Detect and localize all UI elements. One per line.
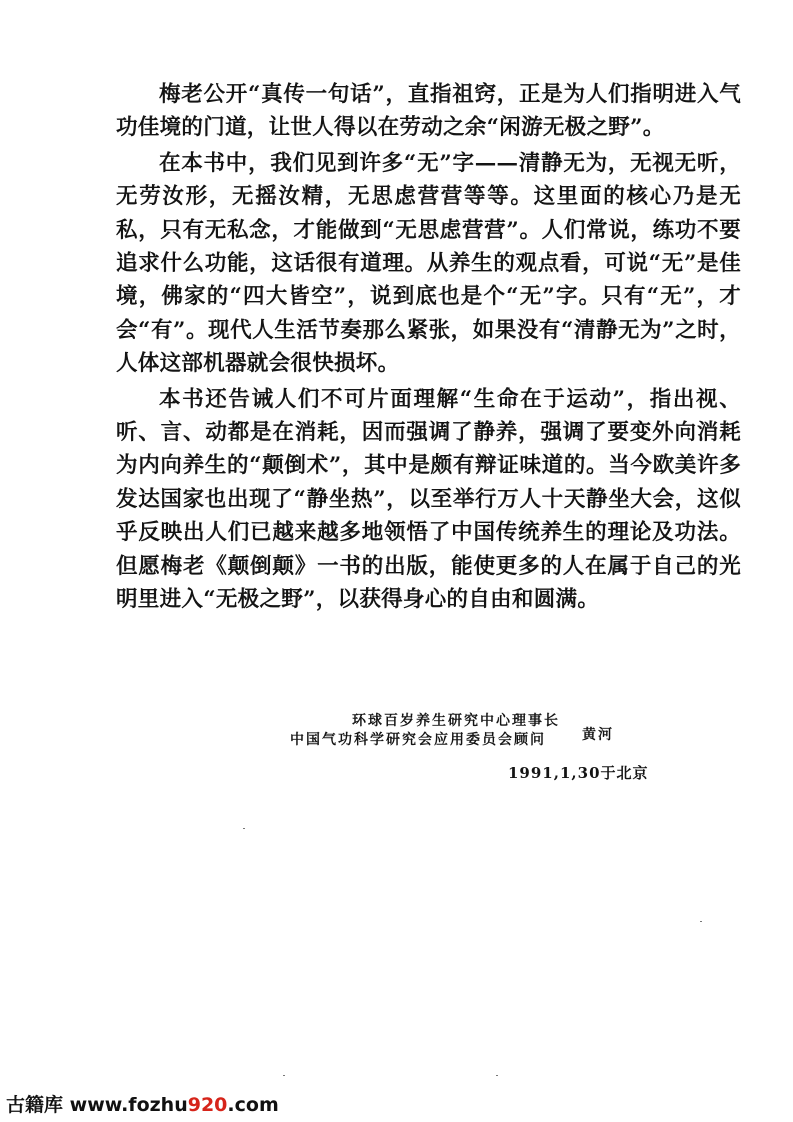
footer-url-prefix: www.fozhu bbox=[69, 1094, 188, 1116]
scan-speck bbox=[243, 828, 245, 829]
scan-speck bbox=[496, 1075, 498, 1076]
paragraph-3: 本书还告诫人们不可片面理解“生命在于运动”，指出视、听、言、动都是在消耗，因而强调了静养，强调了要变外向消耗为内向养生的“颠倒术”，其中是颇有辩证味道的。当今欧美许多发达国家也出现了“静坐热”，以至举行万人十天静坐大会，这似乎反映出人们已越来越多地领悟了中国传统养生的理论及功法。但愿梅老《颠倒颠》一书的出版，能使更多的人在属于自己的光明里进入“无极之野”，以获得身心的自由和圆满。 bbox=[116, 386, 741, 613]
footer-url-number: 920 bbox=[187, 1094, 228, 1116]
scan-speck bbox=[283, 1075, 285, 1076]
signature-name: 黄河 bbox=[582, 727, 614, 743]
signature-title-2: 中国气功科学研究会应用委员会顾问 bbox=[290, 732, 546, 748]
footer-site-name: 古籍库 bbox=[6, 1094, 64, 1116]
footer-watermark bbox=[6, 1090, 279, 1117]
paragraph-2: 在本书中，我们见到许多“无”字——清静无为，无视无听，无劳汝形，无摇汝精，无思虑营营等等。这里面的核心乃是无私，只有无私念，才能做到“无思虑营营”。人们常说，练功不要追求什么功能，这话很有道理。从养生的观点看，可说“无”是佳境，佛家的“四大皆空”，说到底也是个“无”字。只有“无”，才会“有”。现代人生活节奏那么紧张，如果没有“清静无为”之时，人体这部机器就会很快损坏。 bbox=[116, 150, 741, 377]
footer-url-suffix: .com bbox=[227, 1094, 279, 1116]
paragraph-1: 梅老公开“真传一句话”，直指祖窍，正是为人们指明进入气功佳境的门道，让世人得以在劳动之余“闲游无极之野”。 bbox=[116, 82, 741, 141]
body-text bbox=[116, 78, 741, 619]
signature-block bbox=[290, 712, 690, 783]
scan-speck bbox=[700, 921, 702, 922]
signature-date: 1991,1,30于北京 bbox=[508, 764, 649, 782]
signature-title-1: 环球百岁养生研究中心理事长 bbox=[352, 713, 560, 729]
